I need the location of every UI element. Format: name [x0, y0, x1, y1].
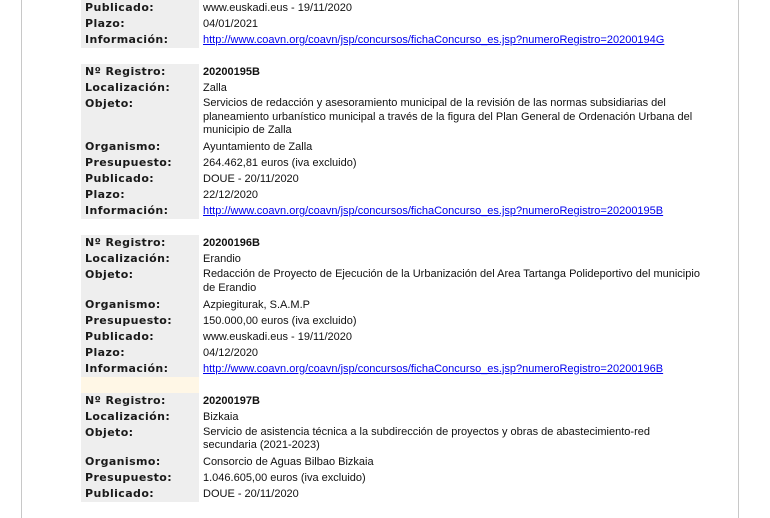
spacer	[81, 219, 701, 235]
row-plazo	[81, 16, 701, 32]
label-localizacion: Localización:	[81, 251, 199, 267]
label-registro: Nº Registro:	[81, 235, 199, 251]
label-publicado: Publicado:	[81, 486, 199, 502]
row-organismo	[81, 297, 701, 313]
row-presupuesto	[81, 313, 701, 329]
label-informacion: Información:	[81, 361, 199, 377]
row-publicado	[81, 0, 701, 16]
row-plazo	[81, 187, 701, 203]
row-registro	[81, 235, 701, 251]
spacer	[81, 377, 701, 393]
row-informacion	[81, 203, 701, 219]
row-presupuesto	[81, 470, 701, 486]
label-registro: Nº Registro:	[81, 393, 199, 409]
row-registro	[81, 393, 701, 409]
value-registro: 20200197B	[203, 394, 260, 407]
value-presupuesto: 264.462,81 euros (iva excluido)	[203, 157, 357, 169]
label-publicado: Publicado:	[81, 0, 199, 16]
row-publicado	[81, 171, 701, 187]
label-objeto: Objeto:	[81, 96, 199, 139]
row-objeto	[81, 267, 701, 297]
label-presupuesto: Presupuesto:	[81, 313, 199, 329]
value-organismo: Consorcio de Aguas Bilbao Bizkaia	[203, 456, 374, 468]
row-informacion	[81, 361, 701, 377]
value-objeto: Servicio de asistencia técnica a la subdirección de proyectos y obras de abastecimiento-red secundaria (2021-2023)	[203, 425, 650, 451]
label-registro: Nº Registro:	[81, 64, 199, 80]
link-informacion-196[interactable]: http://www.coavn.org/coavn/jsp/concursos/fichaConcurso_es.jsp?numeroRegistro=20200196B	[203, 362, 664, 375]
value-objeto: Servicios de redacción y asesoramiento municipal de la revisión de las normas subsidiarias del planeamiento urbanístico municipal a través de la figura del Plan General de Ordenación Urbana del municipio de Zalla	[203, 97, 693, 136]
label-organismo: Organismo:	[81, 297, 199, 313]
value-localizacion: Zalla	[203, 82, 227, 94]
label-organismo: Organismo:	[81, 454, 199, 470]
row-plazo	[81, 345, 701, 361]
row-publicado	[81, 329, 701, 345]
label-localizacion: Localización:	[81, 409, 199, 425]
label-plazo: Plazo:	[81, 16, 199, 32]
row-objeto	[81, 96, 701, 139]
spacer	[81, 48, 701, 64]
row-informacion	[81, 32, 701, 48]
label-organismo: Organismo:	[81, 139, 199, 155]
label-plazo: Plazo:	[81, 345, 199, 361]
value-objeto: Redacción de Proyecto de Ejecución de la Urbanización del Area Tartanga Polideportivo del municipio de Erandio	[203, 268, 700, 294]
value-presupuesto: 150.000,00 euros (iva excluido)	[203, 314, 357, 327]
row-organismo	[81, 139, 701, 155]
link-informacion-194[interactable]: http://www.coavn.org/coavn/jsp/concursos/fichaConcurso_es.jsp?numeroRegistro=20200194G	[203, 34, 665, 46]
label-informacion: Información:	[81, 203, 199, 219]
label-presupuesto: Presupuesto:	[81, 470, 199, 486]
value-presupuesto: 1.046.605,00 euros (iva excluido)	[203, 472, 366, 484]
value-publicado: www.euskadi.eus - 19/11/2020	[203, 330, 352, 343]
value-publicado: DOUE - 20/11/2020	[203, 173, 299, 185]
label-publicado: Publicado:	[81, 329, 199, 345]
value-organismo: Azpiegiturak, S.A.M.P	[203, 298, 310, 311]
value-plazo: 04/01/2021	[203, 18, 259, 30]
value-publicado: DOUE - 20/11/2020	[203, 488, 299, 500]
value-localizacion: Erandio	[203, 253, 241, 265]
label-informacion: Información:	[81, 32, 199, 48]
row-registro	[81, 64, 701, 80]
tender-listing	[81, 0, 701, 502]
value-registro: 20200195B	[203, 66, 260, 78]
row-objeto	[81, 425, 701, 455]
value-plazo: 22/12/2020	[203, 189, 259, 201]
value-organismo: Ayuntamiento de Zalla	[203, 141, 313, 153]
value-publicado: www.euskadi.eus - 19/11/2020	[203, 2, 352, 14]
label-presupuesto: Presupuesto:	[81, 155, 199, 171]
row-localizacion	[81, 409, 701, 425]
value-localizacion: Bizkaia	[203, 410, 239, 423]
label-objeto: Objeto:	[81, 425, 199, 455]
row-presupuesto	[81, 155, 701, 171]
row-organismo	[81, 454, 701, 470]
label-plazo: Plazo:	[81, 187, 199, 203]
row-localizacion	[81, 80, 701, 96]
label-publicado: Publicado:	[81, 171, 199, 187]
label-objeto: Objeto:	[81, 267, 199, 297]
link-informacion-195[interactable]: http://www.coavn.org/coavn/jsp/concursos/fichaConcurso_es.jsp?numeroRegistro=20200195B	[203, 205, 664, 217]
value-registro: 20200196B	[203, 237, 260, 249]
value-plazo: 04/12/2020	[203, 346, 259, 359]
row-localizacion	[81, 251, 701, 267]
label-localizacion: Localización:	[81, 80, 199, 96]
